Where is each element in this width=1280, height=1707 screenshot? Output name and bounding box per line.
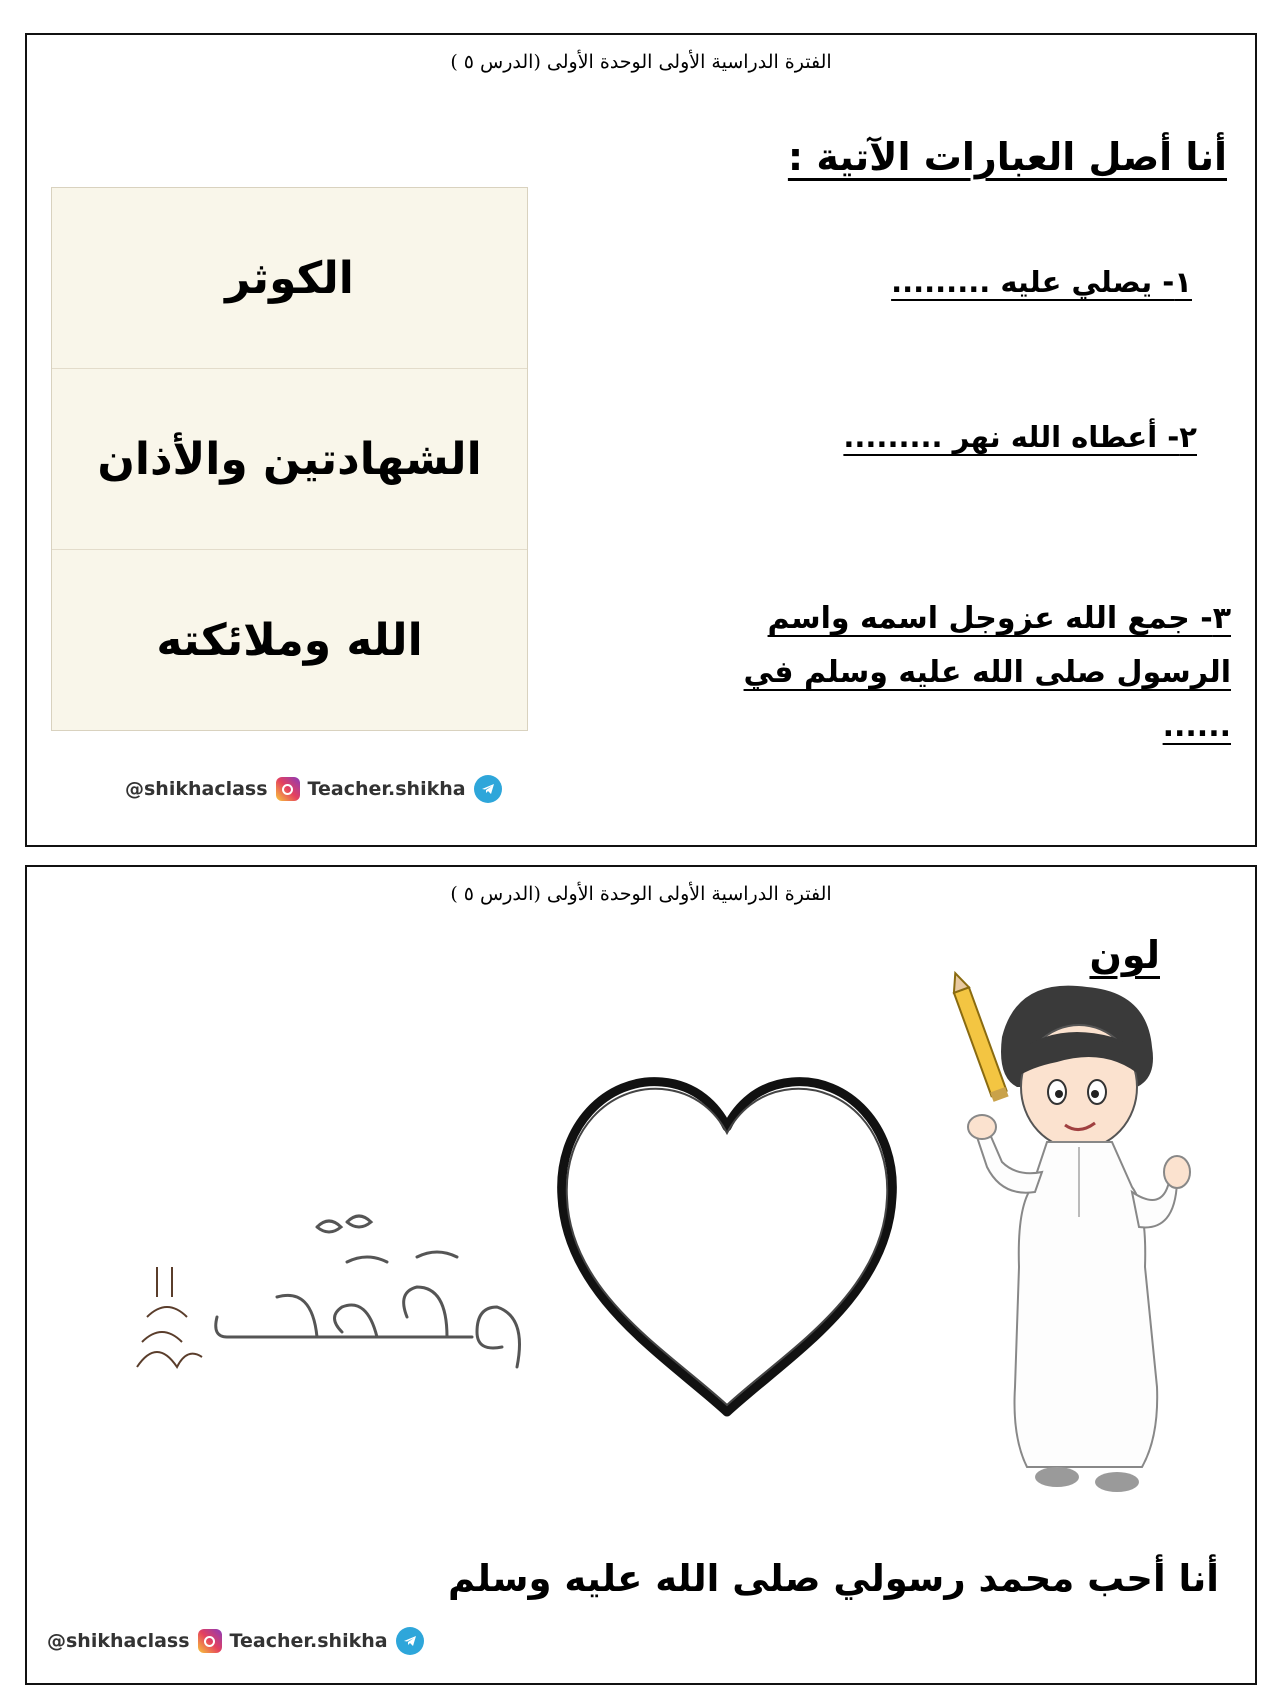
answer-card[interactable] (52, 369, 527, 550)
boy-illustration (907, 967, 1207, 1527)
social-account: Teacher.shikha (307, 778, 466, 800)
calligraphy-drawing (117, 1167, 557, 1387)
social-credits (47, 1627, 424, 1655)
telegram-icon (396, 1627, 424, 1655)
coloring-title: لون (1089, 933, 1160, 977)
muhammad-calligraphy (117, 1167, 557, 1387)
closing-statement: أنا أحب محمد رسولي صلى الله عليه وسلم (448, 1557, 1219, 1600)
social-credits (125, 775, 502, 803)
answer-text: الشهادتين والأذان (97, 433, 482, 485)
answer-card[interactable] (52, 550, 527, 731)
instagram-icon (198, 1629, 222, 1653)
instagram-icon (276, 777, 300, 801)
question-3: ٣- جمع الله عزوجل اسمه واسم الرسول صلى الله عليه وسلم في ...... (743, 601, 1231, 744)
social-account: Teacher.shikha (229, 1630, 388, 1652)
telegram-icon (474, 775, 502, 803)
heart-outline (547, 1067, 907, 1427)
exercise-title: أنا أصل العبارات الآتية : (787, 135, 1227, 179)
worksheet-page-2 (25, 865, 1257, 1685)
question-1: ١- يصلي عليه ......... (891, 265, 1192, 299)
answer-card[interactable] (52, 188, 527, 369)
social-handle: @shikhaclass (47, 1630, 190, 1652)
answer-text: الله وملائكته (156, 615, 423, 666)
worksheet-page-1 (25, 33, 1257, 847)
page-header: الفترة الدراسية الأولى الوحدة الأولى (الدرس ٥ ) (450, 51, 832, 73)
answer-cards (51, 187, 528, 731)
social-handle: @shikhaclass (125, 778, 268, 800)
answer-text: الكوثر (225, 252, 354, 304)
question-2: ٢- أعطاه الله نهر ......... (843, 420, 1197, 454)
page-header: الفترة الدراسية الأولى الوحدة الأولى (الدرس ٥ ) (450, 883, 832, 905)
